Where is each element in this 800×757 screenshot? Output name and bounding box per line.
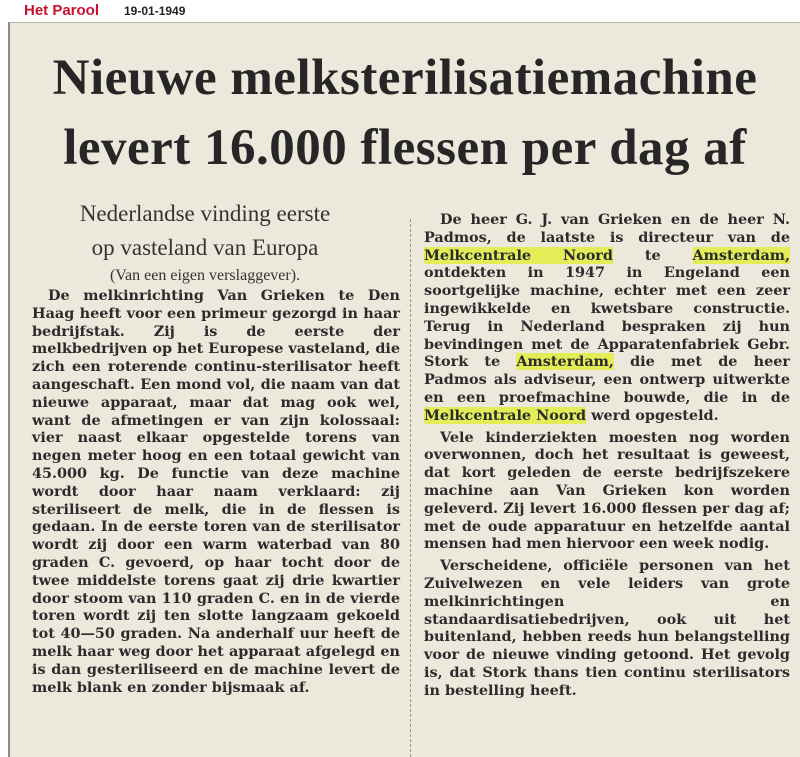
highlight-melkcentrale-noord: Melkcentrale Noord	[424, 246, 613, 264]
right-paragraph-2: Vele kinderziekten moesten nog worden overwonnen, doch het resultaat is geweest, dat kort geleden de eerste bedrijfszekere machine aan Van Grieken kon worden geleverd. Zij levert 16.000 flessen per dag af; met de oude apparatuur en hetzelfde aantal mensen had men hiervoor een week nodig.	[424, 428, 790, 553]
byline: (Van een eigen verslaggever).	[109, 267, 301, 284]
text-run: die met de heer Padmos als adviseur, een ontwerp uitwerkte en een proefmachine bouwde, die in de	[424, 353, 790, 406]
subheading-line-2: op vasteland van Europa	[91, 235, 319, 260]
headline-line-2: levert 16.000 flessen per dag af	[63, 120, 747, 176]
article-left-column	[32, 287, 400, 696]
headline-line-1: Nieuwe melksterilisatiemachine	[52, 50, 758, 106]
highlight-melkcentrale-noord: Melkcentrale Noord	[424, 406, 587, 424]
highlight-amsterdam: Amsterdam,	[516, 353, 614, 371]
right-paragraph-1	[424, 211, 790, 425]
source-bar	[0, 0, 800, 22]
column-divider	[410, 219, 411, 757]
newspaper-clipping	[8, 22, 800, 757]
article-right-column	[424, 211, 790, 700]
left-paragraph-1: De melkinrichting Van Grieken te Den Haag heeft voor een primeur gezorgd in haar bedrijfstak. Zij is de eerste der melkbedrijven op het Europese vasteland, die zich een roterende continu-sterilisator heeft aangeschaft. Een mond vol, die naam van dat nieuwe apparaat, maar dat mag ook wel, want de afmetingen er van zijn kolossaal: vier naast elkaar opgestelde torens van negen meter hoog en een totaal gewicht van 45.000 kg. De functie van deze machine wordt door haar naam verklaard: zij steriliseert de melk, die in de flessen is gedaan. In de eerste toren van de sterilisator wordt zij door een warm waterbad van 80 graden C. gevoerd, op haar tocht door de twee middelste torens gaat zij drie kwartier door stoom van 110 graden C. en in de vierde toren wordt zij ten slotte langzaam gekoeld tot 40—50 graden. Na anderhalf uur heeft de melk haar weg door het apparaat afgelegd en is dan gesteriliseerd en de machine levert de melk blank en zonder bijsmaak af.	[32, 287, 401, 696]
publication-date: 19-01-1949	[124, 4, 186, 18]
newspaper-name: Het Parool	[24, 2, 100, 19]
text-run: te	[612, 246, 693, 264]
right-paragraph-3: Verscheidene, officiële personen van het Zuivelwezen en vele leiders van grote melkinrichtingen en standaardisatiebedrijven, ook uit het buitenland, hebben reeds hun belangstelling voor de nieuwe vinding getoond. Het gevolg is, dat Stork thans tien continu sterilisators in bestelling heeft.	[424, 557, 790, 699]
subheading-line-1: Nederlandse vinding eerste	[79, 201, 331, 226]
text-run: De heer G. J. van Grieken en de heer N. Padmos, de laatste is directeur van de	[424, 211, 790, 246]
text-run: ontdekten in 1947 in Engeland een soortgelijke machine, echter met een zeer ingewikkelde en kwetsbare constructie. Terug in Nederland bespraken zij hun bevindingen met de Apparatenfabriek Gebr. Stork te	[424, 264, 790, 371]
highlight-amsterdam: Amsterdam,	[692, 246, 791, 264]
text-run: werd opgesteld.	[586, 406, 719, 424]
